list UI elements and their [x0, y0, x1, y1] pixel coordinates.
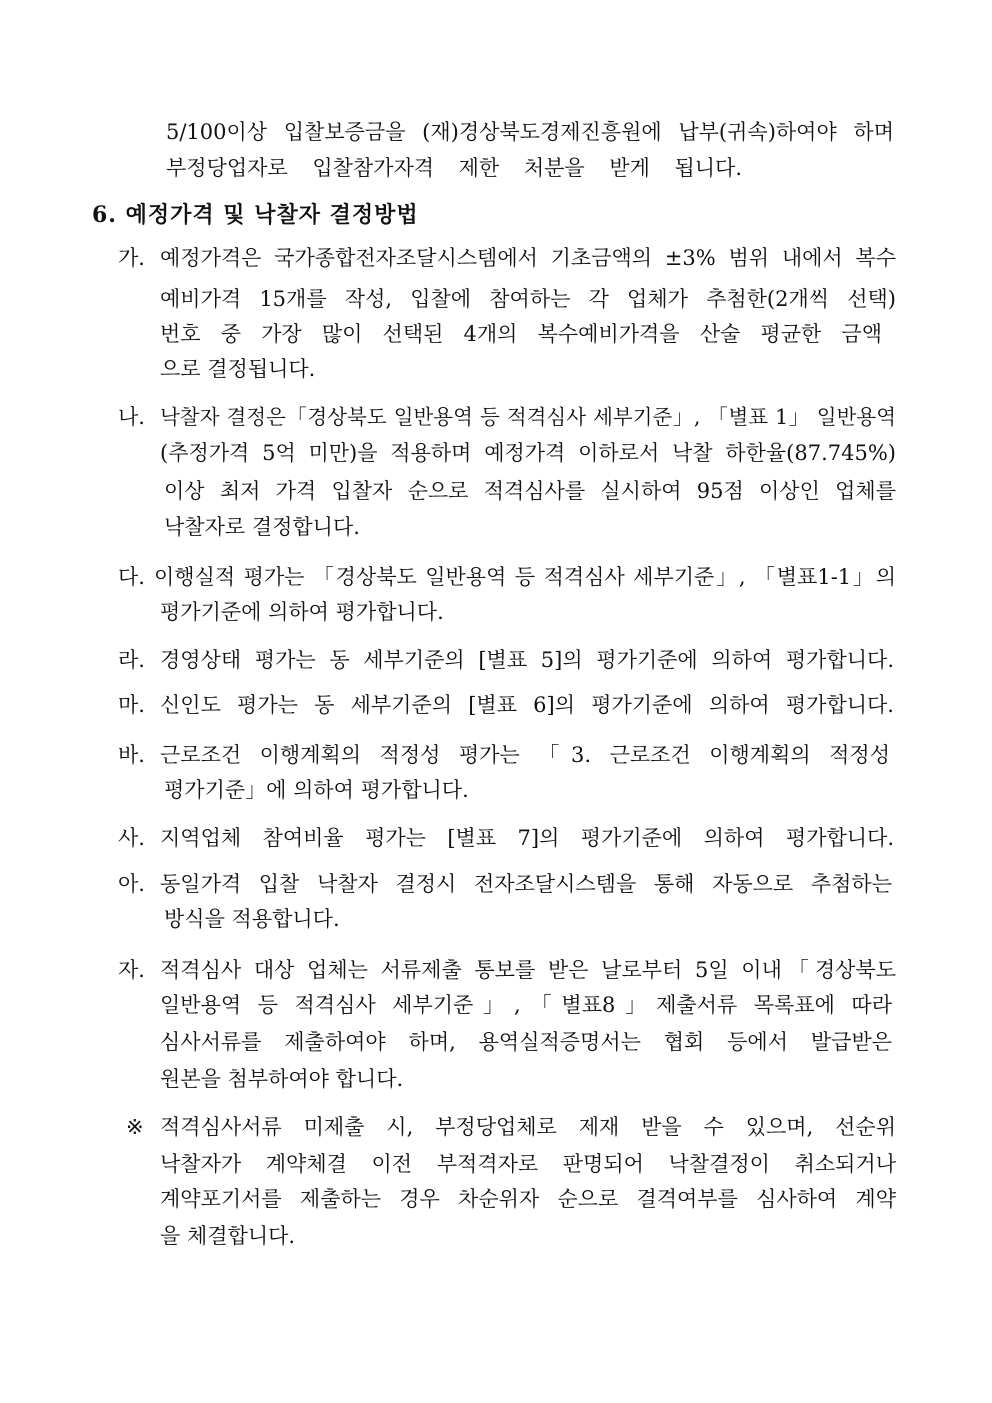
item-marker-ga: 가. — [118, 246, 145, 270]
item-na-line-2: (추정가격 5억 미만)을 적용하며 예정가격 이하로서 낙찰 하한율(87.745%) — [160, 441, 896, 465]
item-marker-ma: 마. — [118, 693, 145, 717]
item-sa-line-1: 지역업체 참여비율 평가는 [별표 7]의 평가기준에 의하여 평가합니다. — [160, 826, 894, 850]
note-line-3: 계약포기서를 제출하는 경우 차순위자 순으로 결격여부를 심사하여 계약 — [160, 1187, 896, 1211]
note-line-1: 적격심사서류 미제출 시, 부정당업체로 제재 받을 수 있으며, 선순위 — [160, 1115, 896, 1139]
note-line-4: 을 체결합니다. — [160, 1224, 296, 1248]
note-marker: ※ — [126, 1115, 144, 1139]
item-marker-ra: 라. — [118, 648, 145, 672]
item-na-line-1: 낙찰자 결정은「경상북도 일반용역 등 적격심사 세부기준」, 「별표 1」 일반용역 — [160, 405, 896, 429]
item-ba-line-1: 근로조건 이행계획의 적정성 평가는 「3. 근로조건 이행계획의 적정성 — [160, 743, 890, 767]
item-marker-sa: 사. — [118, 826, 145, 850]
item-ga-line-1: 예정가격은 국가종합전자조달시스템에서 기초금액의 ±3% 범위 내에서 복수 — [160, 246, 896, 270]
item-ga-line-2: 예비가격 15개를 작성, 입찰에 참여하는 각 업체가 추첨한(2개씩 선택) — [160, 287, 896, 311]
item-da-line-2: 평가기준에 의하여 평가합니다. — [160, 600, 444, 624]
item-marker-na: 나. — [118, 405, 145, 429]
item-ja-line-2: 일반용역 등 적격심사 세부기준」,「별표8」제출서류 목록표에 따라 — [160, 993, 892, 1017]
item-na-line-4: 낙찰자로 결정합니다. — [164, 515, 360, 539]
item-ra-line-1: 경영상태 평가는 동 세부기준의 [별표 5]의 평가기준에 의하여 평가합니다. — [160, 648, 894, 672]
item-ga-line-4: 으로 결정됩니다. — [160, 357, 316, 381]
item-ma-line-1: 신인도 평가는 동 세부기준의 [별표 6]의 평가기준에 의하여 평가합니다. — [160, 693, 894, 717]
item-a-line-2: 방식을 적용합니다. — [164, 907, 340, 931]
item-ja-line-4: 원본을 첨부하여야 합니다. — [160, 1067, 404, 1091]
note-line-2: 낙찰자가 계약체결 이전 부적격자로 판명되어 낙찰결정이 취소되거나 — [160, 1152, 896, 1176]
item-ja-line-3: 심사서류를 제출하여야 하며, 용역실적증명서는 협회 등에서 발급받은 — [160, 1030, 892, 1054]
item-da-line-1: 이행실적 평가는 「경상북도 일반용역 등 적격심사 세부기준」, 「별표1-1」의 — [154, 565, 896, 589]
item-na-line-3: 이상 최저 가격 입찰자 순으로 적격심사를 실시하여 95점 이상인 업체를 — [164, 479, 896, 503]
item-marker-ba: 바. — [118, 743, 145, 767]
item-ga-line-3: 번호 중 가장 많이 선택된 4개의 복수예비가격을 산술 평균한 금액 — [160, 322, 882, 346]
item-a-line-1: 동일가격 입찰 낙찰자 결정시 전자조달시스템을 통해 자동으로 추첨하는 — [160, 872, 892, 896]
intro-line-1: 5/100이상 입찰보증금을 (재)경상북도경제진흥원에 납부(귀속)하여야 하며 — [166, 120, 894, 144]
item-marker-da: 다. — [118, 565, 145, 589]
item-ja-line-1: 적격심사 대상 업체는 서류제출 통보를 받은 날로부터 5일 이내「경상북도 — [160, 958, 896, 982]
item-marker-a: 아. — [118, 872, 145, 896]
intro-line-2: 부정당업자로 입찰참가자격 제한 처분을 받게 됩니다. — [166, 156, 742, 180]
section-title: 6. 예정가격 및 낙찰자 결정방법 — [92, 202, 419, 228]
item-marker-ja: 자. — [118, 958, 145, 982]
item-ba-line-2: 평가기준」에 의하여 평가합니다. — [164, 778, 469, 802]
